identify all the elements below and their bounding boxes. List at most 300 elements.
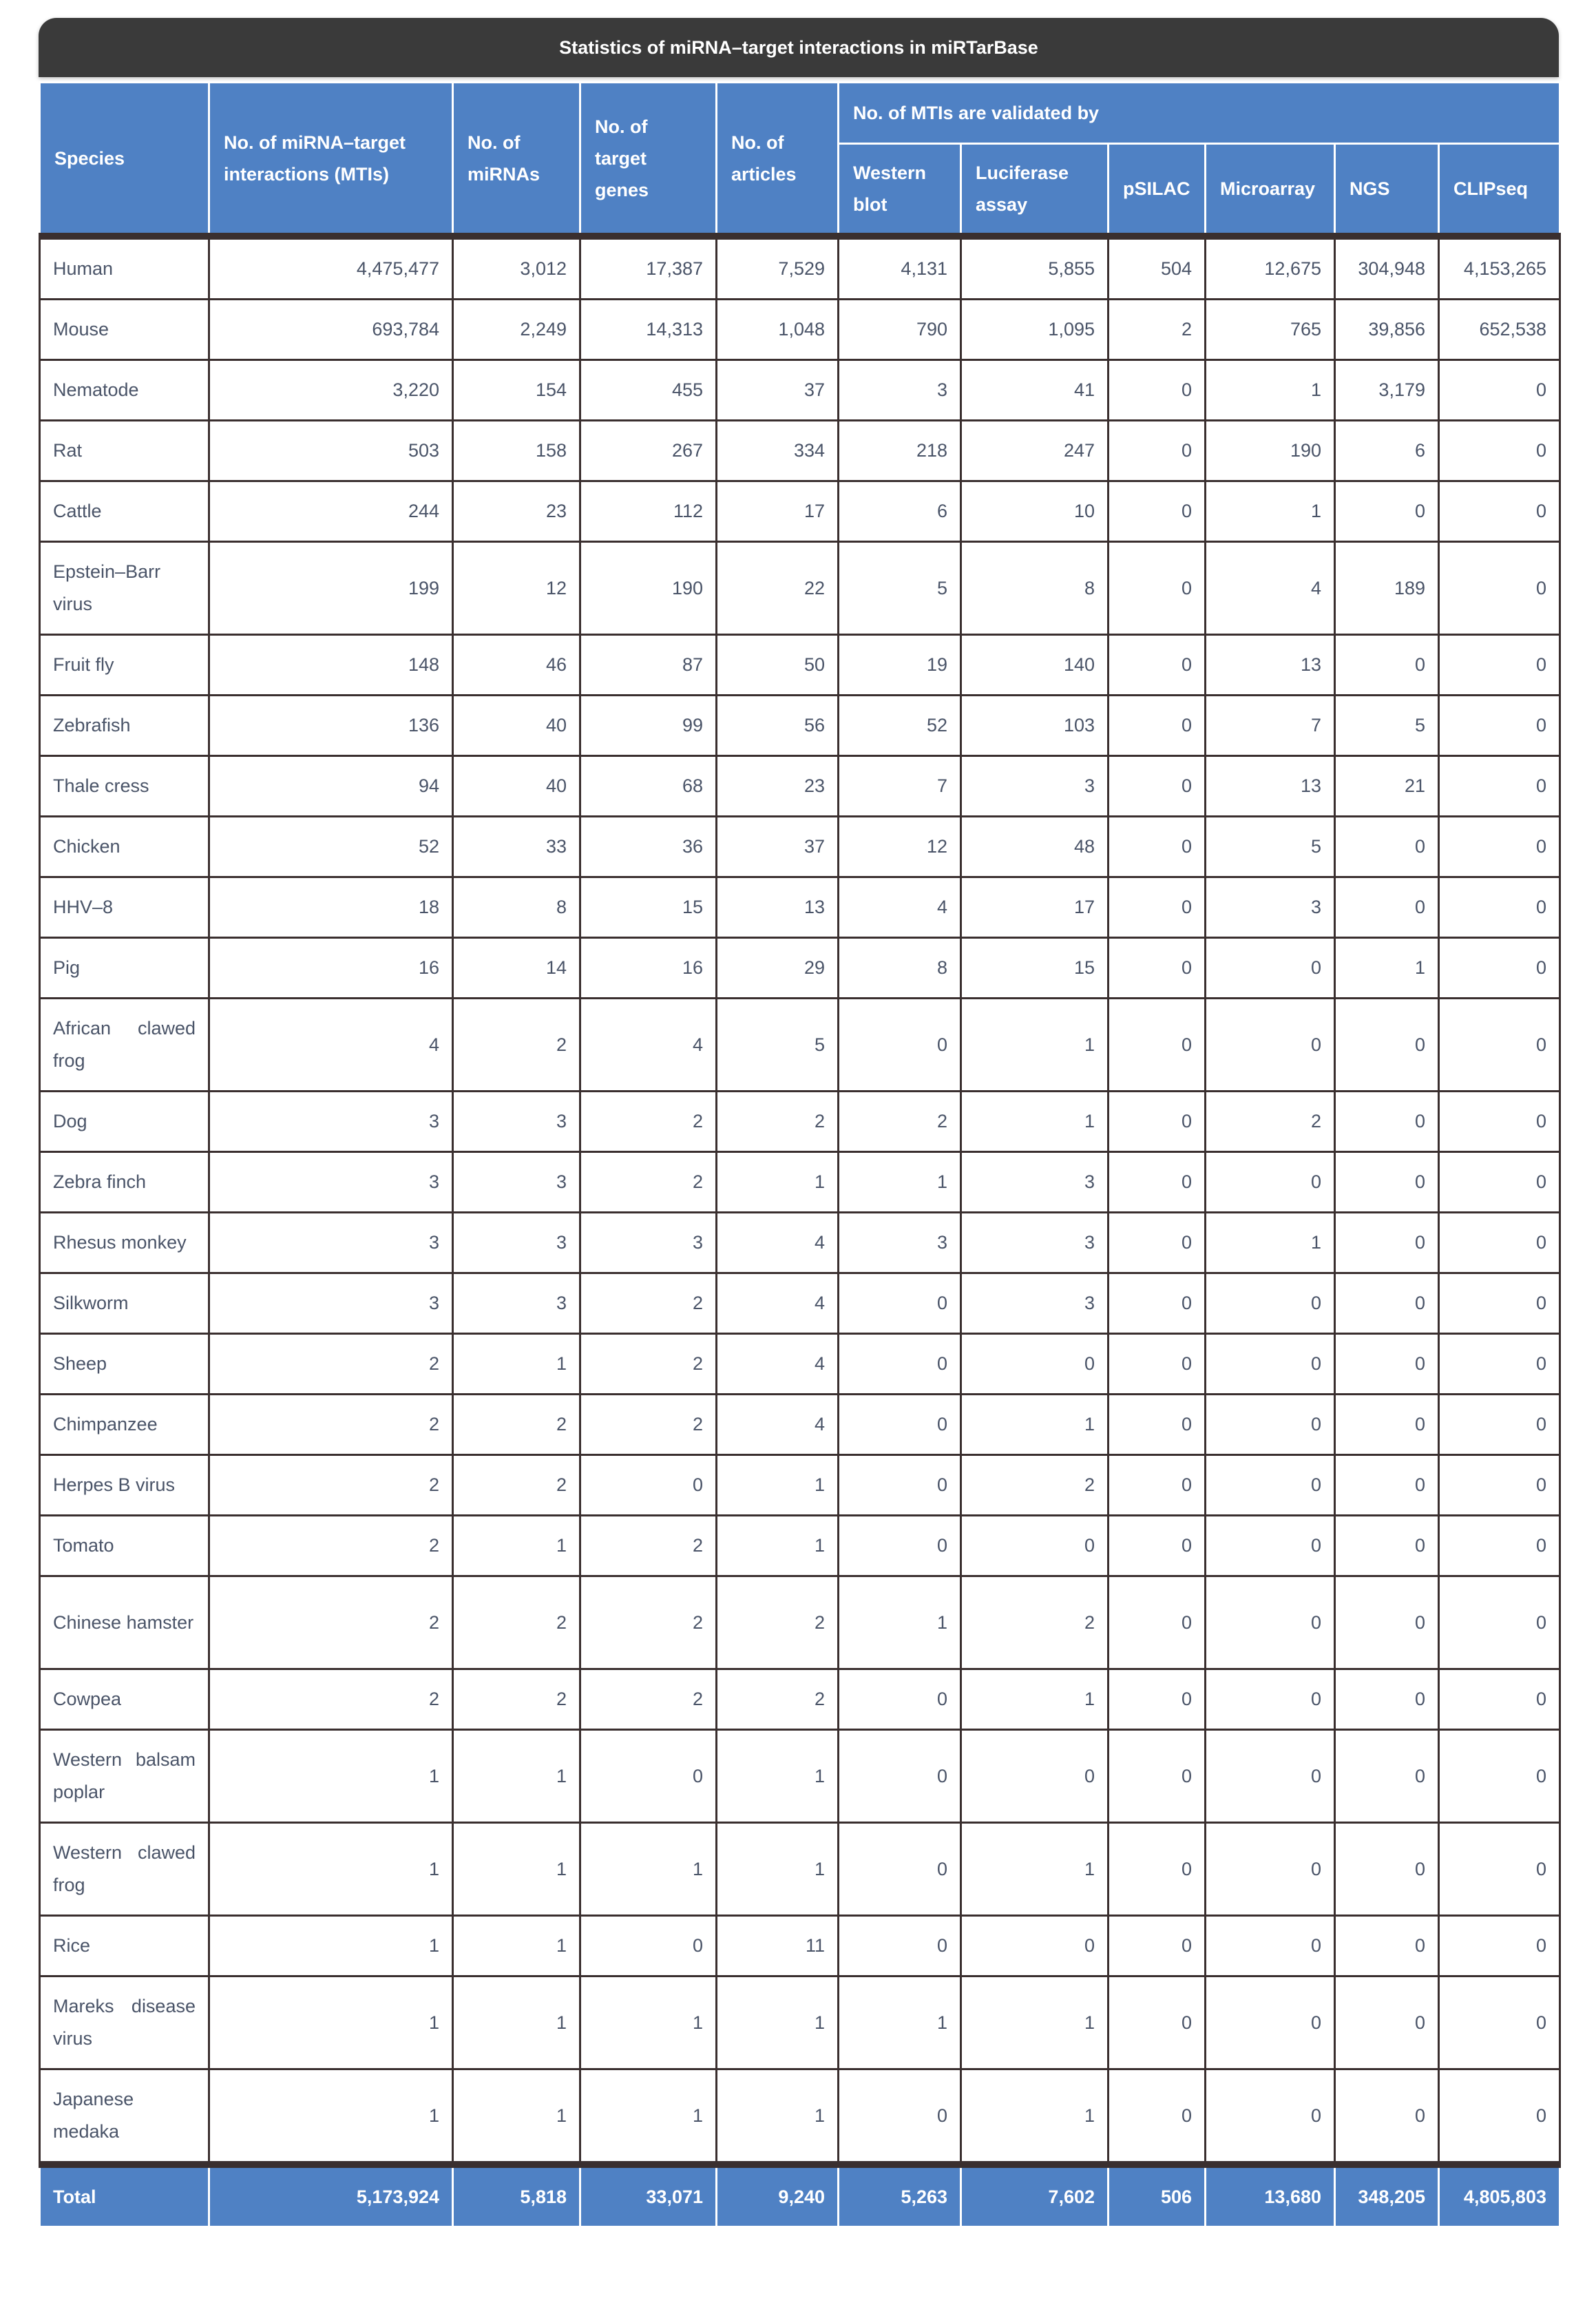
table-row [40, 1213, 1560, 1273]
cell-microarray: 13 [1206, 756, 1335, 817]
cell-western: 5 [839, 542, 961, 635]
cell-clipseq: 0 [1439, 2069, 1560, 2165]
total-western: 5,263 [839, 2164, 961, 2227]
cell-microarray: 0 [1206, 1576, 1335, 1669]
table-row [40, 481, 1560, 542]
cell-luciferase: 1 [961, 2069, 1109, 2165]
table-row [40, 1273, 1560, 1334]
cell-clipseq: 0 [1439, 1334, 1560, 1395]
cell-clipseq: 0 [1439, 481, 1560, 542]
cell-mtis: 1 [209, 1976, 453, 2069]
cell-ngs: 0 [1335, 635, 1439, 696]
cell-species: Human [40, 236, 209, 300]
cell-luciferase: 0 [961, 1334, 1109, 1395]
cell-microarray: 4 [1206, 542, 1335, 635]
cell-ngs: 0 [1335, 1395, 1439, 1455]
cell-western: 0 [839, 1669, 961, 1730]
total-ngs: 348,205 [1335, 2164, 1439, 2227]
cell-genes: 16 [580, 938, 717, 999]
cell-western: 0 [839, 1916, 961, 1976]
cell-mirnas: 1 [453, 1730, 580, 1823]
cell-species: Cowpea [40, 1669, 209, 1730]
cell-genes: 1 [580, 1823, 717, 1916]
cell-mirnas: 3 [453, 1273, 580, 1334]
cell-articles: 17 [717, 481, 839, 542]
cell-clipseq: 0 [1439, 1092, 1560, 1152]
cell-species: Japanese medaka [40, 2069, 209, 2165]
cell-microarray: 0 [1206, 999, 1335, 1092]
cell-psilac: 0 [1109, 1213, 1206, 1273]
cell-microarray: 0 [1206, 1669, 1335, 1730]
cell-clipseq: 0 [1439, 1976, 1560, 2069]
cell-psilac: 0 [1109, 1273, 1206, 1334]
cell-ngs: 0 [1335, 1092, 1439, 1152]
cell-species: Tomato [40, 1516, 209, 1576]
cell-psilac: 0 [1109, 696, 1206, 756]
cell-species: Zebra finch [40, 1152, 209, 1213]
cell-western: 2 [839, 1092, 961, 1152]
table-row [40, 1823, 1560, 1916]
cell-microarray: 0 [1206, 1455, 1335, 1516]
cell-microarray: 0 [1206, 1152, 1335, 1213]
cell-articles: 37 [717, 817, 839, 877]
stats-table-container [39, 18, 1559, 2228]
cell-ngs: 0 [1335, 481, 1439, 542]
cell-mtis: 4 [209, 999, 453, 1092]
table-row [40, 1516, 1560, 1576]
cell-luciferase: 0 [961, 1516, 1109, 1576]
cell-psilac: 0 [1109, 481, 1206, 542]
cell-articles: 4 [717, 1213, 839, 1273]
cell-western: 218 [839, 421, 961, 481]
cell-mirnas: 2,249 [453, 300, 580, 360]
cell-western: 3 [839, 360, 961, 421]
cell-mirnas: 40 [453, 696, 580, 756]
cell-western: 0 [839, 2069, 961, 2165]
cell-ngs: 0 [1335, 1976, 1439, 2069]
cell-psilac: 0 [1109, 756, 1206, 817]
cell-species: Pig [40, 938, 209, 999]
table-header [40, 83, 1560, 237]
cell-microarray: 0 [1206, 1395, 1335, 1455]
cell-microarray: 0 [1206, 1823, 1335, 1916]
cell-clipseq: 0 [1439, 635, 1560, 696]
cell-articles: 334 [717, 421, 839, 481]
cell-psilac: 0 [1109, 1976, 1206, 2069]
cell-clipseq: 0 [1439, 1213, 1560, 1273]
cell-microarray: 3 [1206, 877, 1335, 938]
cell-ngs: 5 [1335, 696, 1439, 756]
cell-western: 0 [839, 1455, 961, 1516]
header-articles: No. of articles [717, 83, 839, 237]
cell-mtis: 148 [209, 635, 453, 696]
cell-articles: 4 [717, 1395, 839, 1455]
cell-mtis: 94 [209, 756, 453, 817]
cell-mtis: 199 [209, 542, 453, 635]
table-row [40, 300, 1560, 360]
cell-western: 4,131 [839, 236, 961, 300]
cell-western: 52 [839, 696, 961, 756]
cell-species: Western clawed frog [40, 1823, 209, 1916]
cell-mtis: 18 [209, 877, 453, 938]
cell-genes: 455 [580, 360, 717, 421]
cell-mtis: 2 [209, 1669, 453, 1730]
cell-articles: 11 [717, 1916, 839, 1976]
cell-luciferase: 10 [961, 481, 1109, 542]
cell-mirnas: 158 [453, 421, 580, 481]
cell-articles: 22 [717, 542, 839, 635]
cell-microarray: 1 [1206, 1213, 1335, 1273]
cell-psilac: 0 [1109, 1576, 1206, 1669]
cell-mirnas: 3,012 [453, 236, 580, 300]
cell-mirnas: 3 [453, 1152, 580, 1213]
cell-clipseq: 0 [1439, 542, 1560, 635]
cell-luciferase: 15 [961, 938, 1109, 999]
cell-western: 0 [839, 1823, 961, 1916]
table-row [40, 1395, 1560, 1455]
cell-mirnas: 12 [453, 542, 580, 635]
cell-species: HHV–8 [40, 877, 209, 938]
cell-articles: 2 [717, 1576, 839, 1669]
cell-species: Fruit fly [40, 635, 209, 696]
cell-mirnas: 46 [453, 635, 580, 696]
cell-microarray: 1 [1206, 481, 1335, 542]
cell-genes: 112 [580, 481, 717, 542]
cell-western: 0 [839, 1334, 961, 1395]
table-row [40, 1152, 1560, 1213]
cell-mtis: 693,784 [209, 300, 453, 360]
cell-ngs: 189 [1335, 542, 1439, 635]
cell-mirnas: 3 [453, 1213, 580, 1273]
cell-microarray: 12,675 [1206, 236, 1335, 300]
cell-mtis: 503 [209, 421, 453, 481]
cell-species: Mareks disease virus [40, 1976, 209, 2069]
cell-microarray: 0 [1206, 1730, 1335, 1823]
table-row [40, 421, 1560, 481]
cell-genes: 0 [580, 1730, 717, 1823]
cell-microarray: 0 [1206, 938, 1335, 999]
cell-genes: 3 [580, 1213, 717, 1273]
cell-luciferase: 8 [961, 542, 1109, 635]
cell-mtis: 4,475,477 [209, 236, 453, 300]
cell-genes: 99 [580, 696, 717, 756]
cell-microarray: 5 [1206, 817, 1335, 877]
cell-psilac: 0 [1109, 542, 1206, 635]
cell-articles: 13 [717, 877, 839, 938]
cell-clipseq: 0 [1439, 1395, 1560, 1455]
cell-ngs: 0 [1335, 2069, 1439, 2165]
cell-luciferase: 0 [961, 1916, 1109, 1976]
cell-ngs: 21 [1335, 756, 1439, 817]
header-luciferase-assay: Luciferase assay [961, 144, 1109, 237]
cell-western: 1 [839, 1576, 961, 1669]
cell-mtis: 2 [209, 1395, 453, 1455]
cell-luciferase: 1 [961, 1092, 1109, 1152]
cell-clipseq: 0 [1439, 1730, 1560, 1823]
cell-microarray: 0 [1206, 2069, 1335, 2165]
cell-genes: 2 [580, 1395, 717, 1455]
cell-species: Epstein–Barr virus [40, 542, 209, 635]
total-psilac: 506 [1109, 2164, 1206, 2227]
cell-western: 0 [839, 1730, 961, 1823]
cell-mirnas: 3 [453, 1092, 580, 1152]
cell-articles: 37 [717, 360, 839, 421]
cell-articles: 4 [717, 1334, 839, 1395]
cell-microarray: 0 [1206, 1516, 1335, 1576]
cell-mirnas: 33 [453, 817, 580, 877]
cell-luciferase: 1,095 [961, 300, 1109, 360]
cell-luciferase: 48 [961, 817, 1109, 877]
cell-luciferase: 1 [961, 1395, 1109, 1455]
cell-mtis: 3 [209, 1092, 453, 1152]
header-validated-group: No. of MTIs are validated by [839, 83, 1560, 144]
cell-species: Sheep [40, 1334, 209, 1395]
cell-ngs: 0 [1335, 877, 1439, 938]
cell-mtis: 1 [209, 1916, 453, 1976]
cell-psilac: 0 [1109, 1092, 1206, 1152]
table-row [40, 1916, 1560, 1976]
cell-genes: 190 [580, 542, 717, 635]
cell-species: Western balsam poplar [40, 1730, 209, 1823]
cell-luciferase: 103 [961, 696, 1109, 756]
header-western-blot: Western blot [839, 144, 961, 237]
cell-clipseq: 0 [1439, 1273, 1560, 1334]
cell-microarray: 2 [1206, 1092, 1335, 1152]
table-row [40, 2069, 1560, 2165]
cell-clipseq: 0 [1439, 1455, 1560, 1516]
cell-species: Chimpanzee [40, 1395, 209, 1455]
cell-luciferase: 2 [961, 1576, 1109, 1669]
cell-mirnas: 2 [453, 1576, 580, 1669]
cell-mirnas: 14 [453, 938, 580, 999]
cell-species: Chinese hamster [40, 1576, 209, 1669]
cell-mirnas: 154 [453, 360, 580, 421]
cell-ngs: 3,179 [1335, 360, 1439, 421]
cell-western: 0 [839, 1273, 961, 1334]
cell-psilac: 0 [1109, 1916, 1206, 1976]
cell-psilac: 504 [1109, 236, 1206, 300]
cell-western: 7 [839, 756, 961, 817]
cell-genes: 2 [580, 1273, 717, 1334]
cell-mirnas: 8 [453, 877, 580, 938]
cell-genes: 0 [580, 1455, 717, 1516]
cell-articles: 56 [717, 696, 839, 756]
cell-articles: 2 [717, 1092, 839, 1152]
cell-clipseq: 0 [1439, 877, 1560, 938]
cell-western: 6 [839, 481, 961, 542]
cell-mirnas: 2 [453, 1669, 580, 1730]
table-row [40, 1455, 1560, 1516]
cell-articles: 23 [717, 756, 839, 817]
table-title: Statistics of miRNA–target interactions in miRTarBase [39, 18, 1559, 77]
cell-articles: 4 [717, 1273, 839, 1334]
cell-western: 8 [839, 938, 961, 999]
cell-western: 4 [839, 877, 961, 938]
cell-articles: 29 [717, 938, 839, 999]
cell-species: Rice [40, 1916, 209, 1976]
cell-species: Rhesus monkey [40, 1213, 209, 1273]
cell-ngs: 39,856 [1335, 300, 1439, 360]
cell-genes: 15 [580, 877, 717, 938]
cell-genes: 2 [580, 1152, 717, 1213]
cell-microarray: 13 [1206, 635, 1335, 696]
cell-western: 0 [839, 1395, 961, 1455]
cell-ngs: 0 [1335, 999, 1439, 1092]
table-row [40, 1334, 1560, 1395]
cell-mtis: 2 [209, 1576, 453, 1669]
cell-microarray: 7 [1206, 696, 1335, 756]
cell-psilac: 0 [1109, 1395, 1206, 1455]
cell-mirnas: 23 [453, 481, 580, 542]
cell-clipseq: 0 [1439, 360, 1560, 421]
cell-ngs: 304,948 [1335, 236, 1439, 300]
cell-psilac: 0 [1109, 421, 1206, 481]
cell-species: Zebrafish [40, 696, 209, 756]
cell-western: 1 [839, 1976, 961, 2069]
cell-ngs: 0 [1335, 1152, 1439, 1213]
cell-species: Silkworm [40, 1273, 209, 1334]
total-microarray: 13,680 [1206, 2164, 1335, 2227]
cell-microarray: 1 [1206, 360, 1335, 421]
cell-psilac: 0 [1109, 1455, 1206, 1516]
cell-microarray: 0 [1206, 1976, 1335, 2069]
cell-species: Dog [40, 1092, 209, 1152]
cell-clipseq: 0 [1439, 1576, 1560, 1669]
cell-genes: 2 [580, 1669, 717, 1730]
cell-microarray: 765 [1206, 300, 1335, 360]
cell-genes: 1 [580, 2069, 717, 2165]
cell-mirnas: 1 [453, 1334, 580, 1395]
cell-psilac: 0 [1109, 1823, 1206, 1916]
cell-psilac: 0 [1109, 938, 1206, 999]
header-microarray: Microarray [1206, 144, 1335, 237]
cell-mirnas: 2 [453, 999, 580, 1092]
cell-clipseq: 0 [1439, 756, 1560, 817]
cell-species: Nematode [40, 360, 209, 421]
cell-clipseq: 0 [1439, 1669, 1560, 1730]
cell-luciferase: 1 [961, 1669, 1109, 1730]
cell-mtis: 3 [209, 1273, 453, 1334]
header-species: Species [40, 83, 209, 237]
cell-mtis: 3,220 [209, 360, 453, 421]
cell-clipseq: 0 [1439, 999, 1560, 1092]
cell-ngs: 0 [1335, 1730, 1439, 1823]
header-psilac: pSILAC [1109, 144, 1206, 237]
cell-genes: 17,387 [580, 236, 717, 300]
cell-psilac: 2 [1109, 300, 1206, 360]
table-row [40, 542, 1560, 635]
cell-clipseq: 652,538 [1439, 300, 1560, 360]
total-clipseq: 4,805,803 [1439, 2164, 1560, 2227]
cell-luciferase: 1 [961, 1976, 1109, 2069]
cell-genes: 1 [580, 1976, 717, 2069]
cell-microarray: 0 [1206, 1334, 1335, 1395]
header-mtis: No. of miRNA–target interactions (MTIs) [209, 83, 453, 237]
header-target-genes: No. of target genes [580, 83, 717, 237]
table-row [40, 360, 1560, 421]
cell-luciferase: 41 [961, 360, 1109, 421]
cell-mirnas: 40 [453, 756, 580, 817]
cell-ngs: 0 [1335, 1334, 1439, 1395]
cell-ngs: 0 [1335, 1916, 1439, 1976]
cell-mtis: 2 [209, 1334, 453, 1395]
cell-luciferase: 5,855 [961, 236, 1109, 300]
cell-articles: 1 [717, 1976, 839, 2069]
cell-ngs: 6 [1335, 421, 1439, 481]
total-mtis: 5,173,924 [209, 2164, 453, 2227]
cell-western: 0 [839, 1516, 961, 1576]
cell-articles: 7,529 [717, 236, 839, 300]
cell-articles: 1 [717, 1152, 839, 1213]
table-row [40, 696, 1560, 756]
cell-psilac: 0 [1109, 635, 1206, 696]
cell-clipseq: 0 [1439, 1516, 1560, 1576]
cell-mirnas: 1 [453, 1916, 580, 1976]
cell-species: Chicken [40, 817, 209, 877]
cell-mtis: 1 [209, 1730, 453, 1823]
cell-clipseq: 0 [1439, 1916, 1560, 1976]
cell-luciferase: 3 [961, 1273, 1109, 1334]
cell-mtis: 52 [209, 817, 453, 877]
cell-luciferase: 0 [961, 1730, 1109, 1823]
cell-western: 12 [839, 817, 961, 877]
table-row [40, 1092, 1560, 1152]
header-mirnas: No. of miRNAs [453, 83, 580, 237]
mti-statistics-table [39, 81, 1561, 2228]
cell-western: 19 [839, 635, 961, 696]
cell-psilac: 0 [1109, 1152, 1206, 1213]
cell-mirnas: 1 [453, 1516, 580, 1576]
cell-species: Rat [40, 421, 209, 481]
cell-articles: 1,048 [717, 300, 839, 360]
cell-western: 790 [839, 300, 961, 360]
cell-mtis: 1 [209, 1823, 453, 1916]
table-row [40, 938, 1560, 999]
total-genes: 33,071 [580, 2164, 717, 2227]
cell-genes: 0 [580, 1916, 717, 1976]
cell-clipseq: 0 [1439, 938, 1560, 999]
cell-mirnas: 1 [453, 1976, 580, 2069]
cell-genes: 36 [580, 817, 717, 877]
cell-mtis: 244 [209, 481, 453, 542]
cell-psilac: 0 [1109, 999, 1206, 1092]
cell-ngs: 0 [1335, 1516, 1439, 1576]
cell-luciferase: 140 [961, 635, 1109, 696]
total-mirnas: 5,818 [453, 2164, 580, 2227]
cell-clipseq: 0 [1439, 421, 1560, 481]
cell-luciferase: 17 [961, 877, 1109, 938]
cell-clipseq: 0 [1439, 817, 1560, 877]
cell-ngs: 1 [1335, 938, 1439, 999]
cell-mtis: 2 [209, 1455, 453, 1516]
table-row [40, 1976, 1560, 2069]
cell-genes: 267 [580, 421, 717, 481]
cell-mtis: 136 [209, 696, 453, 756]
cell-species: Cattle [40, 481, 209, 542]
table-row [40, 1669, 1560, 1730]
cell-western: 1 [839, 1152, 961, 1213]
total-label: Total [40, 2164, 209, 2227]
total-articles: 9,240 [717, 2164, 839, 2227]
cell-articles: 5 [717, 999, 839, 1092]
cell-articles: 1 [717, 1516, 839, 1576]
cell-articles: 1 [717, 2069, 839, 2165]
total-luciferase: 7,602 [961, 2164, 1109, 2227]
cell-psilac: 0 [1109, 877, 1206, 938]
header-ngs: NGS [1335, 144, 1439, 237]
cell-psilac: 0 [1109, 1516, 1206, 1576]
table-row [40, 999, 1560, 1092]
